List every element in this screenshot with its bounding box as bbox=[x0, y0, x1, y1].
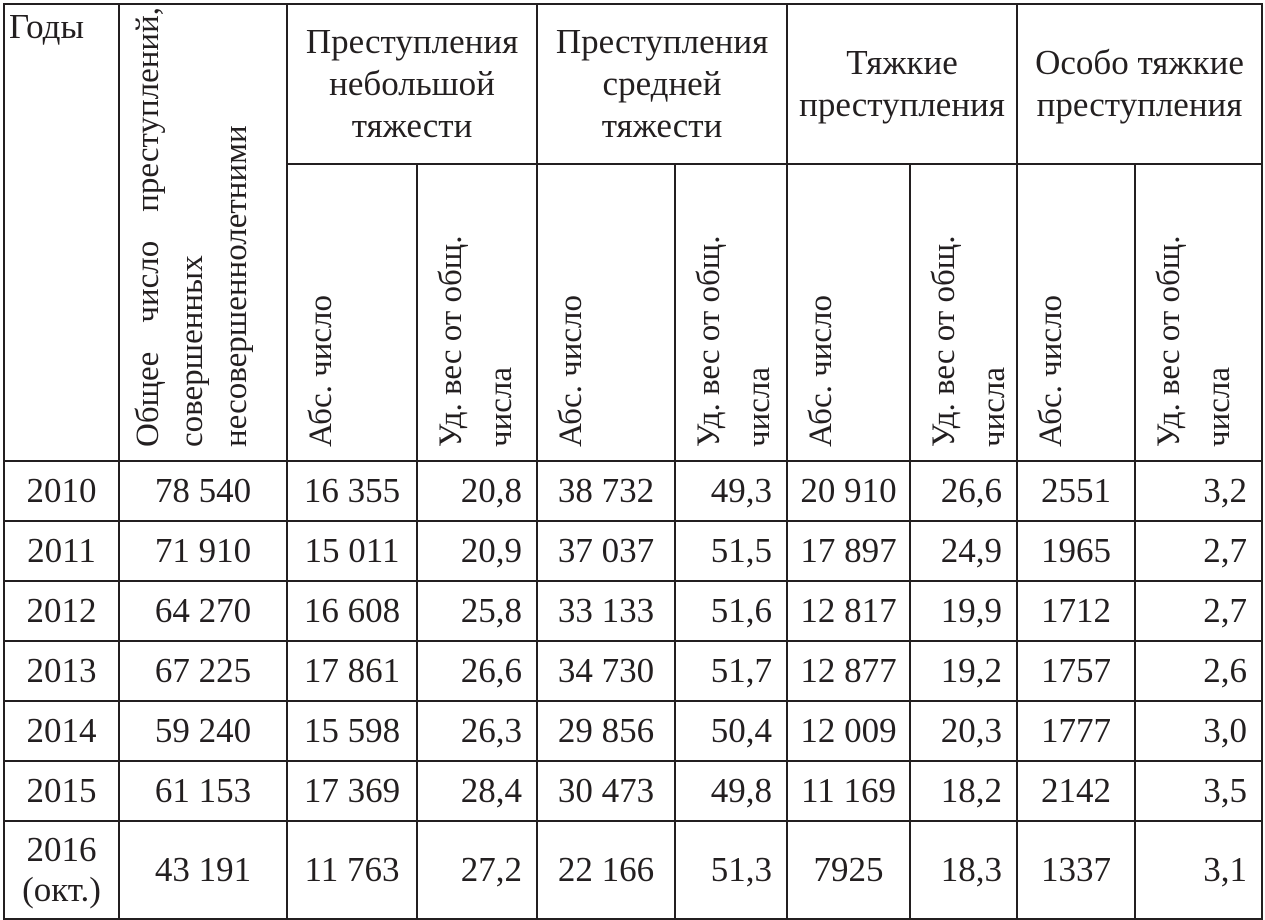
share-cell: 51,3 bbox=[675, 821, 787, 919]
share-cell: 3,2 bbox=[1135, 461, 1262, 521]
abs-cell: 12 009 bbox=[787, 701, 910, 761]
share-cell: 50,4 bbox=[675, 701, 787, 761]
year-cell: 2010 bbox=[4, 461, 119, 521]
share-label: Уд. вес от общ. числа bbox=[691, 235, 777, 447]
subheader-abs-grave bbox=[787, 164, 910, 461]
share-cell: 18,3 bbox=[910, 821, 1017, 919]
share-cell: 26,6 bbox=[910, 461, 1017, 521]
abs-cell: 2551 bbox=[1017, 461, 1135, 521]
abs-cell: 12 877 bbox=[787, 641, 910, 701]
abs-cell: 11 169 bbox=[787, 761, 910, 821]
group-header-medium: Преступления средней тяжести bbox=[537, 4, 787, 164]
total-cell: 67 225 bbox=[119, 641, 287, 701]
abs-cell: 30 473 bbox=[537, 761, 675, 821]
year-cell: 2011 bbox=[4, 521, 119, 581]
share-cell: 49,8 bbox=[675, 761, 787, 821]
share-cell: 51,6 bbox=[675, 581, 787, 641]
year-value: 2016 bbox=[26, 830, 97, 869]
subheader-abs-minor bbox=[287, 164, 417, 461]
abs-cell: 38 732 bbox=[537, 461, 675, 521]
abs-cell: 1965 bbox=[1017, 521, 1135, 581]
group-header-minor: Преступления небольшой тяжести bbox=[287, 4, 537, 164]
abs-cell: 2142 bbox=[1017, 761, 1135, 821]
share-cell: 24,9 bbox=[910, 521, 1017, 581]
abs-cell: 15 598 bbox=[287, 701, 417, 761]
total-cell: 59 240 bbox=[119, 701, 287, 761]
table-row bbox=[4, 521, 1262, 581]
year-cell: 2013 bbox=[4, 641, 119, 701]
abs-cell: 1712 bbox=[1017, 581, 1135, 641]
table-row bbox=[4, 821, 1262, 919]
table-row bbox=[4, 461, 1262, 521]
share-cell: 27,2 bbox=[417, 821, 537, 919]
total-cell: 64 270 bbox=[119, 581, 287, 641]
abs-cell: 17 369 bbox=[287, 761, 417, 821]
subheader-share-grave bbox=[910, 164, 1017, 461]
subheader-share-especially-grave bbox=[1135, 164, 1262, 461]
subheader-share-medium bbox=[675, 164, 787, 461]
share-cell: 20,8 bbox=[417, 461, 537, 521]
abs-cell: 33 133 bbox=[537, 581, 675, 641]
header-row-groups bbox=[4, 4, 1262, 164]
year-cell: 2015 bbox=[4, 761, 119, 821]
year-cell bbox=[4, 821, 119, 919]
total-column-header bbox=[119, 4, 287, 461]
share-cell: 3,0 bbox=[1135, 701, 1262, 761]
subheader-abs-medium bbox=[537, 164, 675, 461]
share-cell: 3,5 bbox=[1135, 761, 1262, 821]
share-cell: 3,1 bbox=[1135, 821, 1262, 919]
share-cell: 20,3 bbox=[910, 701, 1017, 761]
share-cell: 26,6 bbox=[417, 641, 537, 701]
table-row bbox=[4, 581, 1262, 641]
share-label: Уд. вес от общ. числа bbox=[1151, 235, 1237, 447]
total-cell: 43 191 bbox=[119, 821, 287, 919]
table-row bbox=[4, 641, 1262, 701]
abs-cell: 17 861 bbox=[287, 641, 417, 701]
group-header-especially-grave: Особо тяжкие преступления bbox=[1017, 4, 1262, 164]
year-note: (окт.) bbox=[22, 870, 101, 909]
share-cell: 2,7 bbox=[1135, 581, 1262, 641]
share-cell: 51,5 bbox=[675, 521, 787, 581]
abs-label: Абс. число bbox=[303, 295, 339, 447]
abs-cell: 12 817 bbox=[787, 581, 910, 641]
abs-cell: 1337 bbox=[1017, 821, 1135, 919]
year-cell: 2012 bbox=[4, 581, 119, 641]
crime-statistics-table bbox=[3, 3, 1263, 920]
group-header-grave: Тяжкие преступления bbox=[787, 4, 1017, 164]
abs-cell: 1757 bbox=[1017, 641, 1135, 701]
abs-cell: 1777 bbox=[1017, 701, 1135, 761]
abs-cell: 16 608 bbox=[287, 581, 417, 641]
abs-cell: 37 037 bbox=[537, 521, 675, 581]
table-row bbox=[4, 701, 1262, 761]
subheader-share-minor bbox=[417, 164, 537, 461]
table-row bbox=[4, 761, 1262, 821]
year-cell: 2014 bbox=[4, 701, 119, 761]
abs-label: Абс. число bbox=[803, 295, 839, 447]
share-cell: 20,9 bbox=[417, 521, 537, 581]
share-cell: 51,7 bbox=[675, 641, 787, 701]
share-cell: 49,3 bbox=[675, 461, 787, 521]
abs-cell: 15 011 bbox=[287, 521, 417, 581]
abs-label: Абс. число bbox=[553, 295, 589, 447]
abs-cell: 7925 bbox=[787, 821, 910, 919]
share-cell: 25,8 bbox=[417, 581, 537, 641]
abs-label: Абс. число bbox=[1033, 295, 1069, 447]
abs-cell: 29 856 bbox=[537, 701, 675, 761]
share-cell: 26,3 bbox=[417, 701, 537, 761]
abs-cell: 11 763 bbox=[287, 821, 417, 919]
total-cell: 78 540 bbox=[119, 461, 287, 521]
years-column-header: Годы bbox=[4, 4, 119, 461]
share-cell: 19,9 bbox=[910, 581, 1017, 641]
share-label: Уд. вес от общ. числа bbox=[926, 235, 1012, 447]
share-cell: 19,2 bbox=[910, 641, 1017, 701]
total-cell: 71 910 bbox=[119, 521, 287, 581]
abs-cell: 16 355 bbox=[287, 461, 417, 521]
share-cell: 18,2 bbox=[910, 761, 1017, 821]
share-cell: 2,7 bbox=[1135, 521, 1262, 581]
total-cell: 61 153 bbox=[119, 761, 287, 821]
abs-cell: 20 910 bbox=[787, 461, 910, 521]
share-label: Уд. вес от общ. числа bbox=[433, 235, 519, 447]
abs-cell: 17 897 bbox=[787, 521, 910, 581]
total-header-text: Общее число преступлений, совершенных несовершеннолетними bbox=[130, 7, 254, 447]
subheader-abs-especially-grave bbox=[1017, 164, 1135, 461]
abs-cell: 22 166 bbox=[537, 821, 675, 919]
share-cell: 2,6 bbox=[1135, 641, 1262, 701]
share-cell: 28,4 bbox=[417, 761, 537, 821]
abs-cell: 34 730 bbox=[537, 641, 675, 701]
